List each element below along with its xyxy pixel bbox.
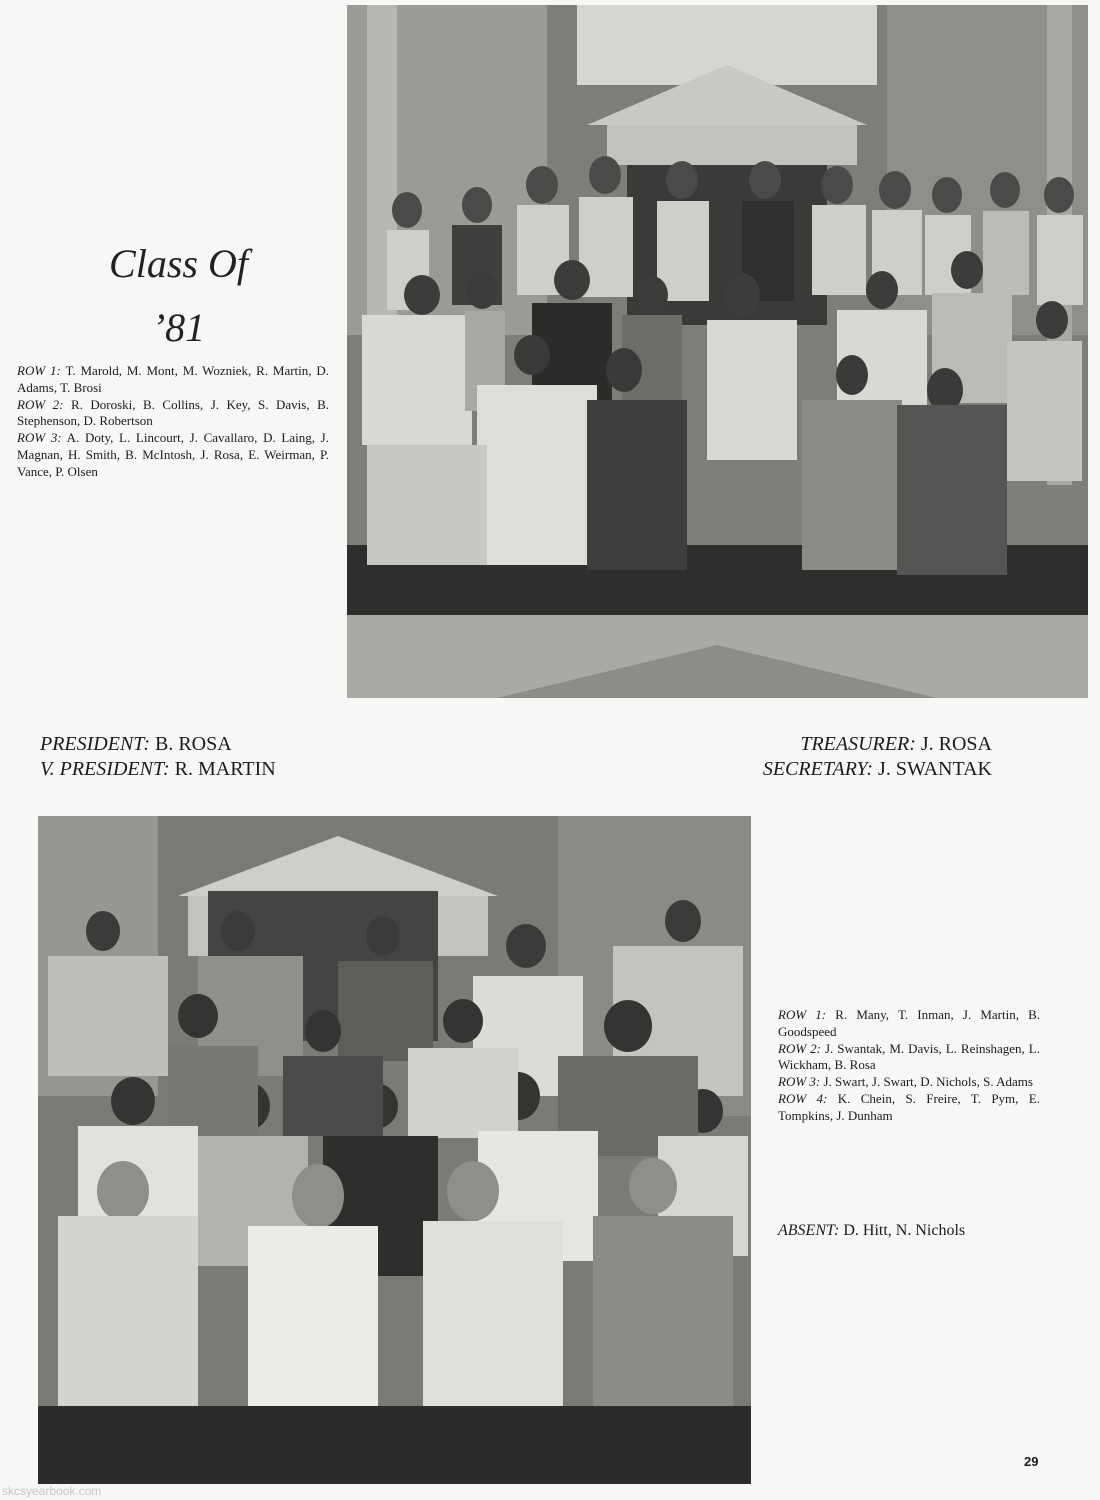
row-label: ROW 3: (17, 430, 62, 446)
row-label: ROW 4: (778, 1090, 828, 1106)
caption-row (17, 397, 329, 431)
row-label: ROW 3: (778, 1074, 821, 1090)
officer-name: J. ROSA (920, 733, 992, 755)
caption-row (17, 363, 329, 397)
row-names: R. Doroski, B. Collins, J. Key, S. Davis, B. Stephenson, D. Robertson (17, 396, 329, 429)
officer-name: R. MARTIN (174, 758, 276, 780)
row-names: A. Doty, L. Lincourt, J. Cavallaro, D. Laing, J. Magnan, H. Smith, B. McIntosh, J. Rosa, E. Weirman, P. Vance, P. Olsen (17, 430, 329, 479)
absent-names: D. Hitt, N. Nichols (843, 1222, 966, 1239)
class-photo-top (347, 5, 1088, 698)
officer-name: B. ROSA (155, 733, 232, 755)
officer-vice-president (40, 758, 276, 781)
officer-role: SECRETARY: (762, 758, 874, 780)
caption-row (778, 1091, 1040, 1125)
caption-row (17, 430, 329, 480)
row-label: ROW 1: (778, 1007, 827, 1022)
watermark: skcsyearbook.com (2, 1484, 102, 1498)
officer-role: TREASURER: (800, 733, 916, 755)
page-number: 29 (1024, 1454, 1039, 1469)
absent-label: ABSENT: (778, 1222, 840, 1239)
caption-row (778, 1007, 1040, 1041)
row-label: ROW 2: (17, 396, 64, 412)
class-photo-bottom (38, 816, 751, 1484)
row-names: R. Many, T. Inman, J. Martin, B. Goodspeed (778, 1007, 1040, 1039)
row-names: J. Swart, J. Swart, D. Nichols, S. Adams (823, 1074, 1033, 1090)
class-photo-top-image (347, 5, 1088, 698)
absent-list (778, 1222, 965, 1240)
caption-row (778, 1074, 1040, 1091)
officer-treasurer (800, 733, 992, 756)
row-names: J. Swantak, M. Davis, L. Reinshagen, L. Wickham, B. Rosa (778, 1040, 1040, 1073)
class-photo-bottom-image (38, 816, 751, 1484)
row-label: ROW 2: (778, 1040, 821, 1056)
caption-row (778, 1041, 1040, 1075)
bottom-photo-caption (778, 1007, 1040, 1125)
page-title-line2: ’81 (151, 305, 206, 350)
officer-secretary (763, 758, 992, 781)
top-photo-caption (17, 363, 329, 481)
row-names: K. Chein, S. Freire, T. Pym, E. Tompkins, J. Dunham (778, 1090, 1040, 1123)
officer-role: PRESIDENT: (40, 733, 150, 755)
row-names: T. Marold, M. Mont, M. Wozniek, R. Martin, D. Adams, T. Brosi (17, 363, 329, 395)
officer-name: J. SWANTAK (878, 758, 992, 780)
row-label: ROW 1: (17, 363, 61, 378)
page-title-line1: Class Of (109, 241, 248, 286)
officer-role: V. PRESIDENT: (40, 758, 170, 780)
officer-president (40, 733, 232, 756)
